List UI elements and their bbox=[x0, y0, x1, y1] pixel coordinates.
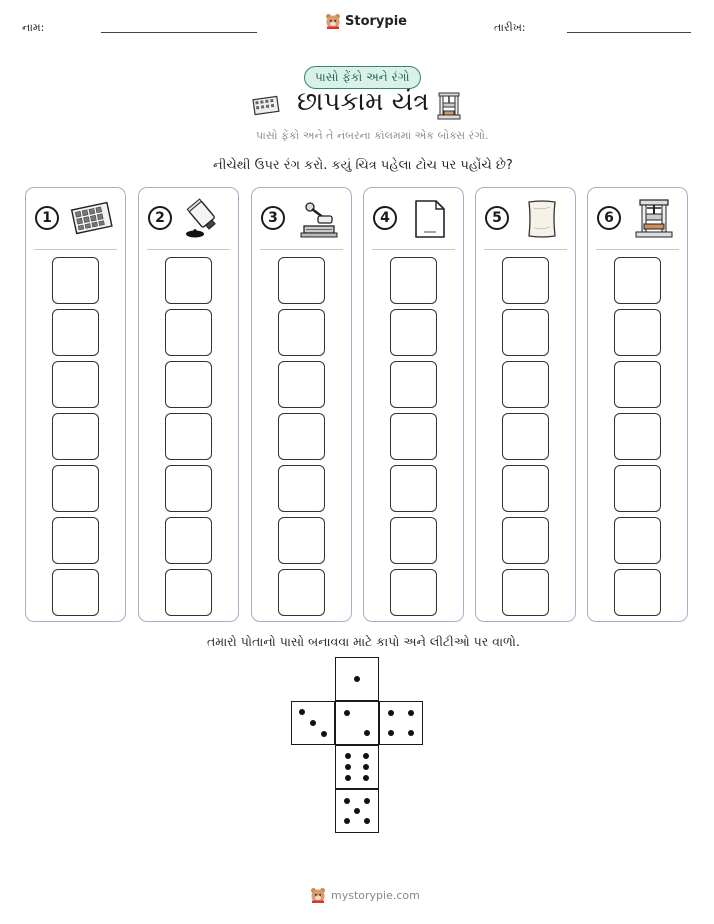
color-box[interactable] bbox=[52, 517, 99, 564]
color-box[interactable] bbox=[52, 361, 99, 408]
dice-pip bbox=[310, 720, 316, 726]
color-box[interactable] bbox=[390, 257, 437, 304]
column-divider bbox=[260, 249, 343, 250]
color-box[interactable] bbox=[502, 569, 549, 616]
dice-pip bbox=[388, 730, 394, 736]
dice-pip bbox=[363, 764, 369, 770]
color-box[interactable] bbox=[52, 257, 99, 304]
color-box[interactable] bbox=[614, 465, 661, 512]
color-box[interactable] bbox=[165, 569, 212, 616]
type-tray-icon bbox=[252, 94, 280, 118]
page-subtitle: પાસો ફેંકો અને તે નંબરના કૉલમમાં એક બોક્સ રંગો. bbox=[256, 129, 489, 142]
page-title: છાપકામ યંત્ર bbox=[297, 87, 429, 117]
column-number: 5 bbox=[485, 206, 509, 230]
footer-url[interactable]: mystorypie.com bbox=[331, 888, 420, 902]
column-header bbox=[476, 188, 575, 250]
color-box[interactable] bbox=[278, 257, 325, 304]
dice-face-6 bbox=[335, 745, 379, 789]
color-box[interactable] bbox=[165, 517, 212, 564]
dice-pip bbox=[299, 709, 305, 715]
dice-pip bbox=[345, 753, 351, 759]
printing-press-icon bbox=[436, 91, 462, 121]
color-box[interactable] bbox=[502, 413, 549, 460]
color-box[interactable] bbox=[278, 361, 325, 408]
dice-pip bbox=[354, 676, 360, 682]
color-box[interactable] bbox=[502, 309, 549, 356]
color-box[interactable] bbox=[390, 465, 437, 512]
color-box[interactable] bbox=[614, 569, 661, 616]
color-box[interactable] bbox=[165, 413, 212, 460]
dice-pip bbox=[363, 753, 369, 759]
brand-logo bbox=[325, 13, 407, 29]
color-box[interactable] bbox=[390, 517, 437, 564]
color-box[interactable] bbox=[614, 517, 661, 564]
color-box[interactable] bbox=[165, 361, 212, 408]
color-box[interactable] bbox=[278, 517, 325, 564]
color-box[interactable] bbox=[278, 465, 325, 512]
color-box[interactable] bbox=[614, 361, 661, 408]
bear-mascot-icon bbox=[325, 13, 341, 29]
color-box[interactable] bbox=[165, 309, 212, 356]
color-box[interactable] bbox=[390, 413, 437, 460]
paper-sheet-icon bbox=[408, 198, 452, 240]
dice-face-2 bbox=[335, 701, 379, 745]
ink-tube-icon bbox=[183, 198, 227, 240]
column-header bbox=[364, 188, 463, 250]
name-line[interactable] bbox=[101, 32, 257, 33]
column-1 bbox=[25, 187, 126, 622]
dice-pip bbox=[364, 730, 370, 736]
dice-face-5 bbox=[335, 789, 379, 833]
footer bbox=[310, 887, 420, 903]
parchment-icon bbox=[520, 198, 564, 240]
color-box[interactable] bbox=[52, 465, 99, 512]
dice-pip bbox=[364, 818, 370, 824]
dice-pip bbox=[344, 818, 350, 824]
dice-face-3 bbox=[291, 701, 335, 745]
column-header bbox=[252, 188, 351, 250]
bear-mascot-icon bbox=[310, 887, 326, 903]
column-number: 3 bbox=[261, 206, 285, 230]
color-box[interactable] bbox=[502, 361, 549, 408]
color-box[interactable] bbox=[614, 413, 661, 460]
dice-pip bbox=[408, 710, 414, 716]
color-box[interactable] bbox=[278, 413, 325, 460]
activity-badge: પાસો ફેંકો અને રંગો bbox=[304, 66, 421, 89]
type-tray-icon bbox=[70, 198, 114, 240]
dice-pip bbox=[408, 730, 414, 736]
dice-face-1 bbox=[335, 657, 379, 701]
color-box[interactable] bbox=[614, 309, 661, 356]
dice-pip bbox=[364, 798, 370, 804]
cut-instruction: તમારો પોતાનો પાસો બનાવવા માટે કાપો અને લીટીઓ પર વાળો. bbox=[207, 634, 520, 649]
column-divider bbox=[596, 249, 679, 250]
column-number: 6 bbox=[597, 206, 621, 230]
column-header bbox=[588, 188, 687, 250]
dice-face-4 bbox=[379, 701, 423, 745]
column-2 bbox=[138, 187, 239, 622]
column-number: 4 bbox=[373, 206, 397, 230]
brand-name: Storypie bbox=[345, 13, 407, 29]
column-5 bbox=[475, 187, 576, 622]
name-label: નામ: bbox=[22, 21, 45, 34]
column-divider bbox=[372, 249, 455, 250]
color-box[interactable] bbox=[502, 517, 549, 564]
question-text: નીચેથી ઉપર રંગ કરો. કયું ચિત્ર પહેલા ટોચ પર પહોંચે છે? bbox=[213, 158, 513, 173]
date-line[interactable] bbox=[567, 32, 691, 33]
dice-pip bbox=[354, 808, 360, 814]
column-header bbox=[26, 188, 125, 250]
color-box[interactable] bbox=[502, 465, 549, 512]
column-4 bbox=[363, 187, 464, 622]
color-box[interactable] bbox=[278, 309, 325, 356]
column-number: 2 bbox=[148, 206, 172, 230]
column-divider bbox=[147, 249, 230, 250]
dice-pip bbox=[388, 710, 394, 716]
dice-pip bbox=[345, 764, 351, 770]
color-box[interactable] bbox=[278, 569, 325, 616]
color-box[interactable] bbox=[52, 569, 99, 616]
column-header bbox=[139, 188, 238, 250]
dice-pip bbox=[321, 731, 327, 737]
color-box[interactable] bbox=[52, 309, 99, 356]
column-3 bbox=[251, 187, 352, 622]
dice-pip bbox=[345, 775, 351, 781]
dice-pip bbox=[363, 775, 369, 781]
color-box[interactable] bbox=[165, 257, 212, 304]
dice-pip bbox=[344, 798, 350, 804]
column-divider bbox=[484, 249, 567, 250]
color-box[interactable] bbox=[165, 465, 212, 512]
column-divider bbox=[34, 249, 117, 250]
dice-pip bbox=[344, 710, 350, 716]
color-box[interactable] bbox=[390, 361, 437, 408]
color-box[interactable] bbox=[52, 413, 99, 460]
color-box[interactable] bbox=[502, 257, 549, 304]
stamp-press-icon bbox=[296, 198, 340, 240]
column-6 bbox=[587, 187, 688, 622]
color-box[interactable] bbox=[614, 257, 661, 304]
column-number: 1 bbox=[35, 206, 59, 230]
color-box[interactable] bbox=[390, 309, 437, 356]
printing-press-icon bbox=[632, 198, 676, 240]
date-label: તારીખ: bbox=[494, 21, 526, 34]
color-box[interactable] bbox=[390, 569, 437, 616]
